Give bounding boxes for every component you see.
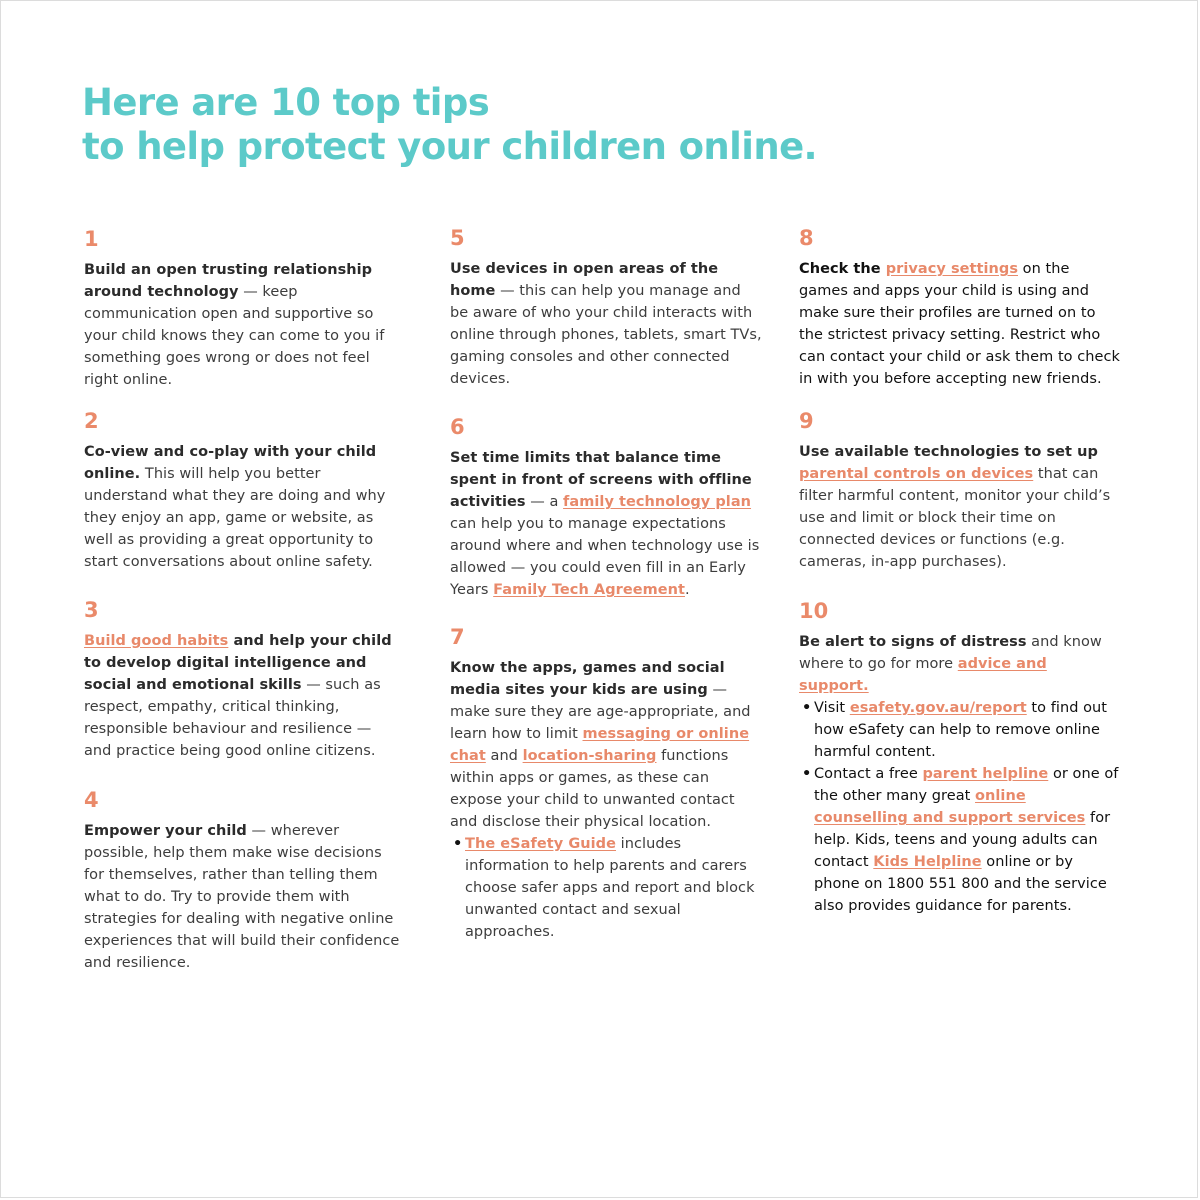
tip-number: 7: [450, 625, 465, 649]
advice-and-support-link[interactable]: advice and support.: [799, 656, 1047, 694]
tip-bullet-list: [450, 833, 762, 943]
tip-heading: Build an open trusting relationship around technology: [84, 262, 373, 300]
tip-heading: Empower your child: [84, 823, 247, 839]
tip-text: [799, 631, 1121, 697]
tip-number: 6: [450, 415, 465, 439]
tip-body: .: [685, 582, 690, 598]
location-sharing-link[interactable]: location-sharing: [522, 748, 657, 764]
family-technology-plan-link[interactable]: family technology plan: [563, 494, 752, 510]
tip-body: — wherever possible, help them make wise decisions for themselves, rather than telling them what to do. Try to provide them with strategies for dealing with negative online experiences that will build their confidence and resilience.: [84, 823, 400, 971]
tip-heading: Co-view and co-play with your child online.: [84, 444, 377, 482]
tip-text: [84, 441, 402, 573]
tip-number: 8: [799, 226, 814, 250]
bullet-text: Contact a free: [814, 766, 923, 782]
tip-heading: Use available technologies to set up: [799, 444, 1098, 460]
tip-heading: Know the apps, games and social media sites your kids are using: [450, 660, 725, 698]
page-title: [82, 81, 817, 169]
tip-4: [84, 788, 402, 974]
list-item: [799, 763, 1121, 917]
title-line-2: to help protect your children online.: [82, 125, 818, 168]
messaging-online-chat-link[interactable]: messaging or online chat: [450, 726, 750, 764]
tip-heading: Be alert to signs of distress: [799, 634, 1027, 650]
build-good-habits-link[interactable]: Build good habits: [84, 633, 229, 649]
tip-body: — this can help you manage and be aware of who your child interacts with online through phones, tablets, smart TVs, gaming consoles and other connected devices.: [450, 283, 762, 387]
tip-10: [799, 599, 1121, 917]
tip-body: that can filter harmful content, monitor your child’s use and limit or block their time on connected devices or functions (e.g. cameras, in-app purchases).: [799, 466, 1111, 570]
tip-text: [799, 258, 1121, 390]
tip-body: on the games and apps your child is using and make sure their profiles are turned on to the strictest privacy setting. Restrict who can contact your child or ask them to check in with you before accepting new friends.: [799, 261, 1120, 387]
bullet-text: or one of the other many great: [814, 766, 1119, 804]
tip-number: 3: [84, 598, 99, 622]
tip-2: [84, 409, 402, 573]
bullet-text: for help. Kids, teens and young adults can contact: [814, 810, 1111, 870]
tip-1: [84, 227, 402, 391]
tip-3: [84, 598, 402, 762]
tip-body: — a: [525, 494, 564, 510]
bullet-text: online or by phone on 1800 551 800 and the service also provides guidance for parents.: [814, 854, 1107, 914]
tip-6: [450, 415, 762, 601]
esafety-guide-link[interactable]: The eSafety Guide: [465, 836, 616, 852]
tip-text: [84, 820, 402, 974]
tip-heading: Set time limits that balance time spent in front of screens with offline activities: [450, 450, 752, 510]
tip-text: [450, 447, 762, 601]
family-tech-agreement-link[interactable]: Family Tech Agreement: [493, 582, 685, 598]
tip-number: 10: [799, 599, 829, 623]
tip-text: [799, 441, 1121, 573]
bullet-text: includes information to help parents and carers choose safer apps and report and block unwanted contact and sexual approaches.: [465, 836, 755, 940]
parental-controls-link[interactable]: parental controls on devices: [799, 466, 1034, 482]
bullet-text: Visit: [814, 700, 850, 716]
tip-body: — make sure they are age-appropriate, and learn how to limit: [450, 682, 751, 742]
parent-helpline-link[interactable]: parent helpline: [922, 766, 1049, 782]
kids-helpline-link[interactable]: Kids Helpline: [873, 854, 982, 870]
tip-number: 9: [799, 409, 814, 433]
tip-heading: Use devices in open areas of the home: [450, 261, 719, 299]
tip-body: — such as respect, empathy, critical thinking, responsible behaviour and resilience — and practice being good online citizens.: [84, 677, 381, 759]
online-counselling-link[interactable]: online counselling and support services: [814, 788, 1086, 826]
tip-number: 2: [84, 409, 99, 433]
tip-body: and: [485, 748, 523, 764]
tip-body: functions within apps or games, as these can expose your child to unwanted contact and disclose their physical location.: [450, 748, 735, 830]
tip-number: 4: [84, 788, 99, 812]
tip-body: can help you to manage expectations around where and when technology use is allowed — you could even fill in an Early Years: [450, 516, 760, 598]
tip-text: [84, 630, 402, 762]
tip-text: [450, 657, 762, 833]
esafety-report-link[interactable]: esafety.gov.au/report: [849, 700, 1027, 716]
tip-heading: Check the: [799, 261, 886, 277]
tip-number: 1: [84, 227, 99, 251]
title-line-1: Here are 10 top tips: [82, 81, 490, 124]
list-item: [799, 697, 1121, 763]
tip-text: [450, 258, 762, 390]
tip-body: — keep communication open and supportive so your child knows they can come to you if something goes wrong or does not feel right online.: [84, 284, 385, 388]
tip-body: and know where to go for more: [799, 634, 1102, 672]
privacy-settings-link[interactable]: privacy settings: [885, 261, 1018, 277]
tip-bullet-list: [799, 697, 1121, 917]
bullet-text: to find out how eSafety can help to remove online harmful content.: [814, 700, 1108, 760]
tip-text: [84, 259, 402, 391]
tip-8: [799, 226, 1121, 390]
tip-7: [450, 625, 762, 943]
tip-body: This will help you better understand what they are doing and why they enjoy an app, game or website, as well as providing a great opportunity to start conversations about online safety.: [84, 466, 386, 570]
tip-9: [799, 409, 1121, 573]
tip-heading: and help your child to develop digital intelligence and social and emotional skills: [84, 633, 392, 693]
tip-5: [450, 226, 762, 390]
list-item: [450, 833, 762, 943]
tip-number: 5: [450, 226, 465, 250]
